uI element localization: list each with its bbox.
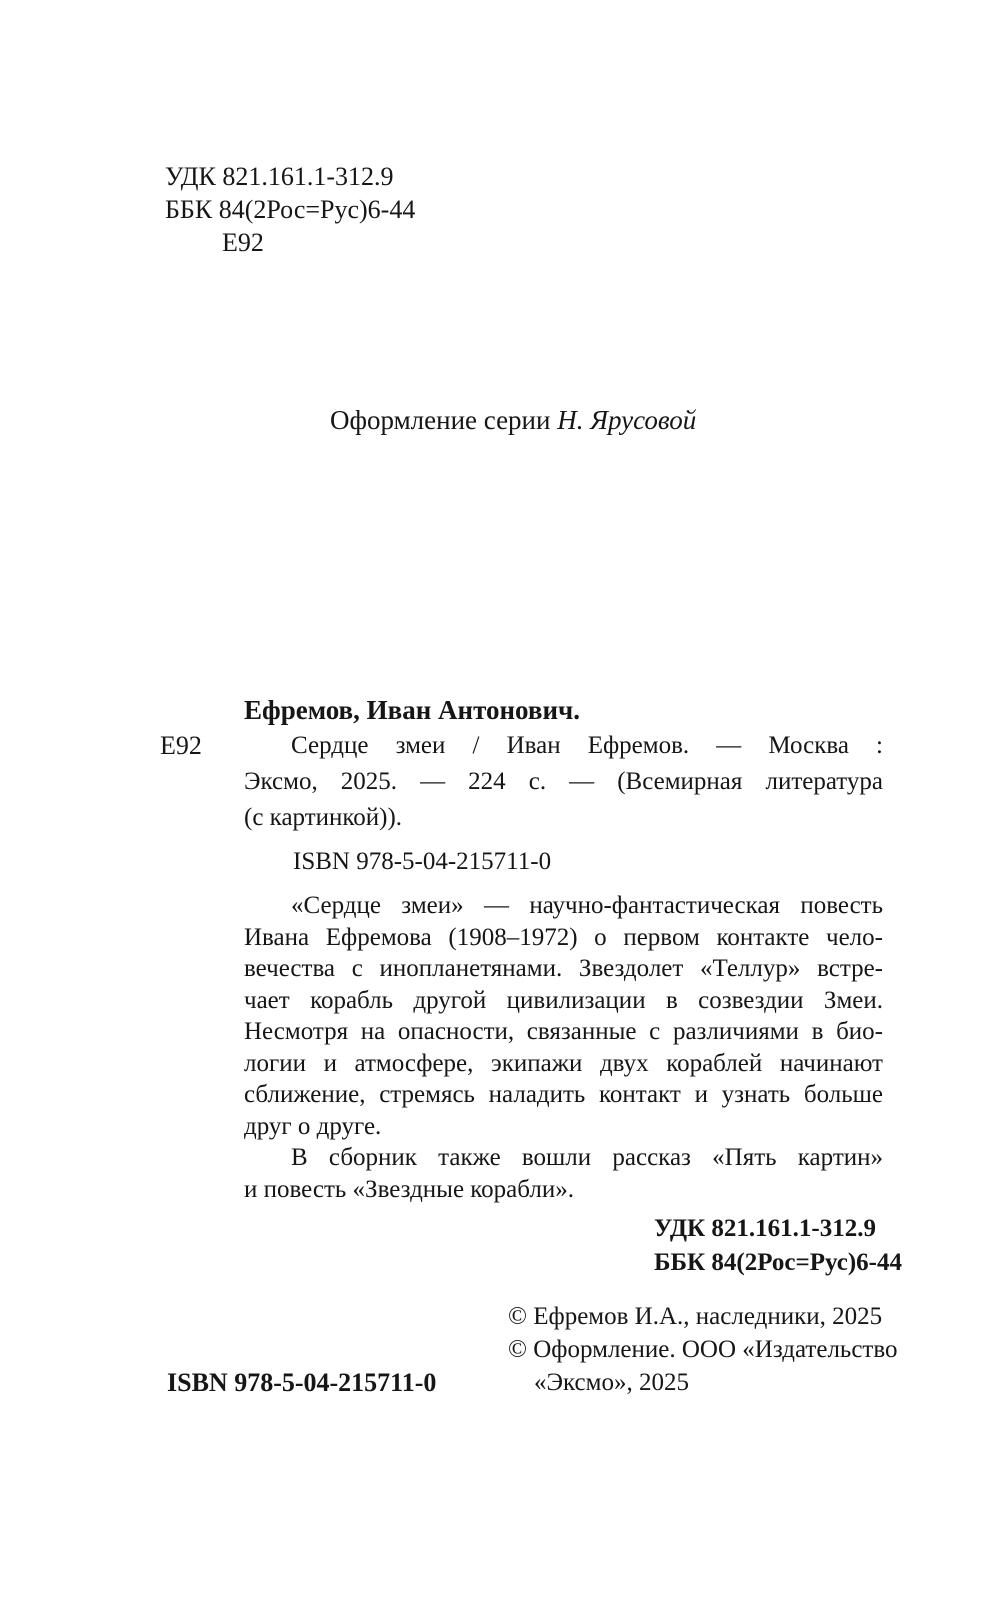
top-classification-block bbox=[165, 160, 415, 259]
series-note-text: Оформление серии bbox=[330, 405, 558, 435]
catalog-card-line: (с картинкой)). bbox=[244, 804, 403, 831]
bbk-code: ББК 84(2Рос=Рус)6-44 bbox=[654, 1249, 902, 1276]
annotation-line: «Сердце змеи» — научно-фантастическая повесть bbox=[291, 892, 883, 919]
annotation-line: Ивана Ефремова (1908–1972) о первом контакте чело- bbox=[244, 923, 883, 951]
annotation-line: Несмотря на опасности, связанные с различиями в био- bbox=[244, 1018, 883, 1045]
annotation-line: вечества с инопланетянами. Звездолет «Теллур» встре- bbox=[244, 955, 883, 982]
bbk-code: ББК 84(2Рос=Рус)6-44 bbox=[165, 195, 416, 224]
copyright-line: © Оформление. ООО «Издательство bbox=[508, 1336, 898, 1363]
udk-code: УДК 821.161.1-312.9 bbox=[165, 162, 394, 191]
catalog-card-margin-code: Е92 bbox=[160, 731, 202, 760]
catalog-card-line: Сердце змеи / Иван Ефремов. — Москва : bbox=[291, 732, 883, 759]
annotation-line: и повесть «Звездные корабли». bbox=[244, 1175, 574, 1203]
catalog-card-isbn: ISBN 978-5-04-215711-0 bbox=[293, 848, 552, 875]
udk-code: УДК 821.161.1-312.9 bbox=[654, 1215, 876, 1242]
annotation-block bbox=[244, 890, 883, 1205]
catalog-card-author: Ефремов, Иван Антонович. bbox=[244, 695, 580, 725]
annotation-line: чает корабль другой цивилизации в созвездии Змеи. bbox=[244, 986, 883, 1014]
series-design-note bbox=[330, 404, 696, 436]
copyright-line: © Ефремов И.А., наследники, 2025 bbox=[508, 1303, 883, 1330]
isbn-bottom: ISBN 978-5-04-215711-0 bbox=[167, 1368, 437, 1397]
copyright-block bbox=[508, 1300, 897, 1399]
catalog-card bbox=[244, 692, 883, 880]
copyright-line: «Эксмо», 2025 bbox=[534, 1369, 689, 1396]
annotation-line: сближение, стремясь наладить контакт и узнать больше bbox=[244, 1081, 883, 1108]
annotation-line: В сборник также вошли рассказ «Пять картин» bbox=[291, 1144, 883, 1171]
catalog-card-line: Эксмо, 2025. — 224 с. — (Всемирная литература bbox=[244, 768, 883, 795]
author-sign-code: Е92 bbox=[222, 228, 264, 257]
bottom-classification-block bbox=[654, 1212, 902, 1280]
series-designer-name: Н. Ярусовой bbox=[557, 405, 697, 435]
annotation-line: логии и атмосфере, экипажи двух кораблей начинают bbox=[244, 1049, 883, 1077]
annotation-line: друг о друге. bbox=[244, 1112, 382, 1140]
